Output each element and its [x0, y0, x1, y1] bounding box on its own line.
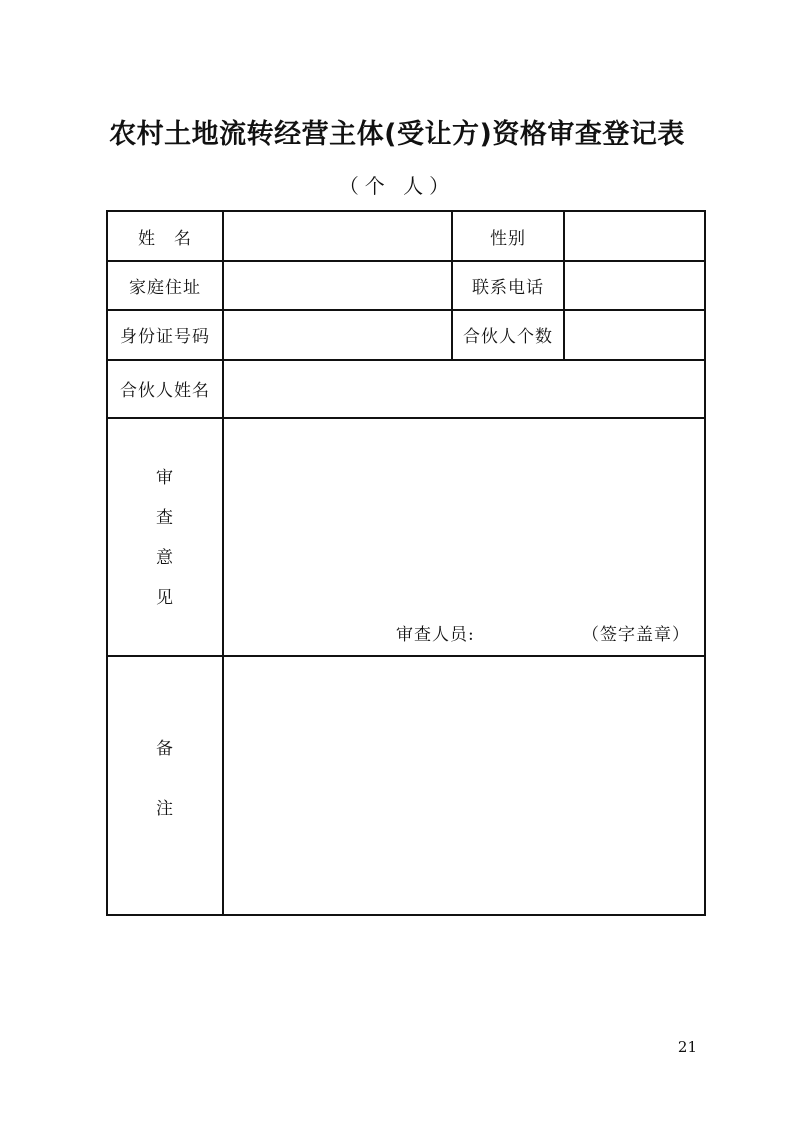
remarks-label-char: 注 [156, 799, 174, 819]
review-label-char: 查 [156, 508, 174, 528]
partner-count-label: 合伙人个数 [463, 327, 553, 347]
name-label: 姓 名 [138, 228, 192, 249]
remarks-label [108, 734, 222, 834]
review-label-char: 意 [156, 548, 174, 568]
reviewer-label: 审查人员: [396, 625, 475, 645]
partner-names-label: 合伙人姓名 [120, 381, 210, 401]
remarks-field[interactable] [224, 657, 704, 914]
phone-field[interactable] [565, 261, 704, 309]
signature-note: （签字盖章） [582, 625, 690, 645]
review-opinion-label [108, 458, 222, 628]
address-field[interactable] [224, 261, 451, 309]
gender-field[interactable] [565, 212, 704, 260]
review-label-char: 审 [156, 468, 174, 488]
document-subtitle: （个 人） [338, 174, 456, 198]
id-number-label: 身份证号码 [120, 327, 210, 347]
gender-label: 性别 [490, 228, 526, 249]
remarks-label-char: 备 [156, 739, 174, 759]
page-number: 21 [677, 1038, 697, 1056]
name-field[interactable] [224, 212, 451, 260]
registration-form-table [106, 210, 706, 916]
address-label: 家庭住址 [129, 277, 201, 298]
phone-label: 联系电话 [472, 277, 544, 298]
review-label-char: 见 [156, 588, 174, 608]
document-title: 农村土地流转经营主体(受让方)资格审查登记表 [109, 119, 685, 150]
partner-names-field[interactable] [224, 360, 704, 417]
id-number-field[interactable] [224, 310, 451, 359]
partner-count-field[interactable] [565, 310, 704, 359]
